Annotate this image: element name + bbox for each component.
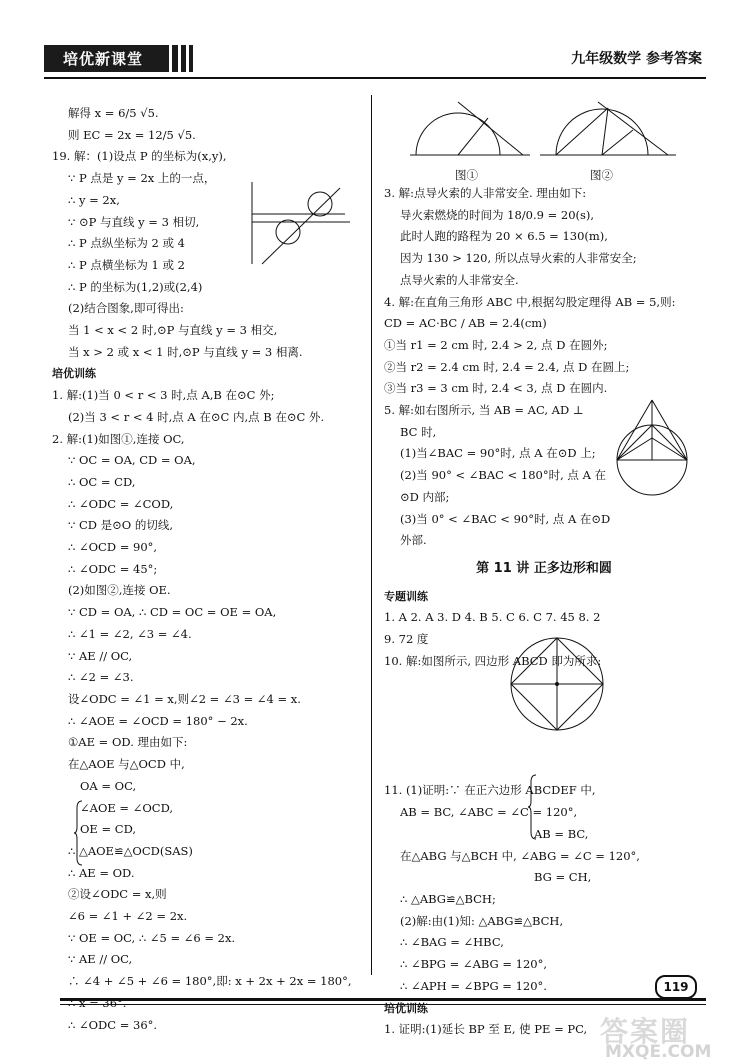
- text-line: ∴ P 的坐标为(1,2)或(2,4): [68, 279, 203, 294]
- text-line: ∴ ∠AOE = ∠OCD = 180° − 2x.: [68, 713, 248, 728]
- text-line: ∵ CD = OA, ∴ CD = OC = OE = OA,: [68, 605, 277, 620]
- coordinate-figure: [240, 180, 358, 270]
- text-line: ①当 r1 = 2 cm 时, 2.4 > 2, 点 D 在圆外;: [384, 337, 608, 352]
- text-line: ②当 r2 = 2.4 cm 时, 2.4 = 2.4, 点 D 在圆上;: [384, 359, 630, 374]
- text-line: ∴ △AOE≌△OCD(SAS): [68, 843, 193, 858]
- text-line: ∵ OC = OA, CD = OA,: [68, 453, 196, 468]
- watermark-url: MXQE.COM: [605, 1042, 712, 1062]
- brace-icon: [528, 774, 538, 840]
- text-line: BC 时,: [400, 424, 437, 439]
- figure-2-caption: 图②: [590, 168, 613, 182]
- text-line: 外部.: [400, 533, 427, 548]
- text-line: 11. (1)证明:∵ 在正六边形 ABCDEF 中,: [384, 783, 596, 798]
- text-line: ∵ ⊙P 与直线 y = 3 相切,: [68, 214, 200, 229]
- text-line: ∴ △ABG≌△BCH;: [400, 891, 496, 906]
- text-line: ∵ P 点是 y = 2x 上的一点，: [68, 171, 216, 186]
- text-line: 4. 解:在直角三角形 ABC 中,根据勾股定理得 AB = 5,则:: [384, 294, 676, 309]
- text-line: 3. 解:点导火索的人非常安全. 理由如下:: [384, 186, 587, 200]
- text-line: 在△ABG 与△BCH 中, ∠ABG = ∠C = 120°,: [400, 848, 640, 863]
- text-line: 因为 130 > 120, 所以点导火索的人非常安全;: [400, 251, 637, 266]
- text-line: ∵ CD 是⊙O 的切线,: [68, 518, 174, 533]
- brace-icon: [74, 800, 84, 866]
- lecture-title: 第 11 讲 正多边形和圆: [476, 560, 612, 576]
- right-column: [384, 183, 704, 1041]
- text-line: (2)当 90° < ∠BAC < 180°时, 点 A 在: [400, 468, 607, 483]
- text-line: ∵ AE // OC,: [68, 952, 133, 967]
- column-divider: [371, 95, 372, 975]
- text-line: ∴ P 点纵坐标为 2 或 4: [68, 236, 185, 251]
- text-line: 设∠ODC = ∠1 = x,则∠2 = ∠3 = ∠4 = x.: [68, 691, 301, 706]
- text-line: 此时人跑的路程为 20 × 6.5 = 130(m),: [400, 229, 608, 244]
- text-line: ①AE = OD. 理由如下:: [68, 735, 188, 750]
- text-line: (3)当 0° < ∠BAC < 90°时, 点 A 在⊙D: [400, 511, 611, 526]
- text-line: 当 1 < x < 2 时,⊙P 与直线 y = 3 相交,: [68, 323, 278, 338]
- section-heading: 专题训练: [384, 589, 428, 603]
- footer-rule-thin: [60, 1004, 706, 1005]
- header-bars: [162, 45, 193, 72]
- text-line: AB = BC, ∠ABC = ∠C = 120°,: [400, 805, 578, 820]
- text-line: 解得 x = 6/5 √5.: [68, 106, 159, 120]
- text-line: (2)解:由(1)知: △ABG≌△BCH,: [400, 913, 564, 928]
- text-line: BG = CH,: [534, 870, 592, 885]
- inscribed-square-figure: [505, 632, 609, 736]
- text-line: ∴ ∠BPG = ∠ABG = 120°,: [400, 957, 548, 972]
- header-badge: 培优新课堂: [44, 45, 162, 72]
- header-title: 九年级数学 参考答案: [571, 51, 702, 67]
- text-line: OA = OC,: [80, 778, 137, 793]
- text-line: (1)当∠BAC = 90°时, 点 A 在⊙D 上;: [400, 446, 596, 461]
- text-line: ③当 r3 = 3 cm 时, 2.4 < 3, 点 D 在圆内.: [384, 381, 608, 396]
- section-heading: 培优训练: [52, 367, 96, 381]
- section-heading: 培优训练: [384, 1001, 428, 1015]
- watermark: 答案圈: [600, 1015, 691, 1048]
- figure-1: [408, 100, 534, 170]
- text-line: 19. 解：(1)设点 P 的坐标为(x,y),: [52, 149, 227, 164]
- text-line: ∴ ∠APH = ∠BPG = 120°.: [400, 978, 547, 993]
- text-line: ∴ ∠OCD = 90°,: [68, 540, 158, 555]
- page-number: 119: [655, 975, 697, 999]
- text-line: OE = CD,: [80, 822, 137, 837]
- text-line: ∠AOE = ∠OCD,: [80, 800, 174, 815]
- text-line: (2)如图②,连接 OE.: [68, 583, 171, 598]
- text-line: 5. 解:如右图所示, 当 AB = AC, AD ⊥: [384, 403, 584, 418]
- text-line: ②设∠ODC = x,则: [68, 887, 167, 902]
- text-line: ∵ AE // OC,: [68, 648, 133, 663]
- text-line: ∴ ∠BAG = ∠HBC,: [400, 935, 504, 950]
- text-line: ∠6 = ∠1 + ∠2 = 2x.: [68, 909, 188, 924]
- text-line: 点导火索的人非常安全.: [400, 272, 519, 287]
- text-line: 当 x > 2 或 x < 1 时,⊙P 与直线 y = 3 相离.: [68, 344, 303, 359]
- text-line: ∴ P 点横坐标为 1 或 2: [68, 257, 185, 272]
- text-line: ∴ ∠ODC = ∠COD,: [68, 496, 174, 511]
- text-line: 1. 解:(1)当 0 < r < 3 时,点 A,B 在⊙C 外;: [52, 388, 275, 403]
- text-line: 10. 解:如图所示, 四边形 ABCD 即为所求:: [384, 653, 602, 668]
- text-line: ∴ AE = OD.: [68, 865, 135, 880]
- text-line: ∴ ∠1 = ∠2, ∠3 = ∠4.: [68, 626, 192, 641]
- text-line: 导火索燃烧的时间为 18/0.9 = 20(s),: [400, 207, 595, 222]
- text-line: AB = BC,: [534, 826, 589, 841]
- header-rule: [44, 77, 706, 79]
- text-line: ∴ ∠2 = ∠3.: [68, 670, 134, 685]
- figure-1-caption: 图①: [455, 168, 478, 182]
- text-line: ∴ x = 36°.: [68, 995, 127, 1010]
- text-line: CD = AC·BC / AB = 2.4(cm): [384, 316, 547, 331]
- text-line: 9. 72 度: [384, 632, 429, 647]
- text-line: ∴ ∠ODC = 45°;: [68, 561, 158, 576]
- text-line: ∵ OE = OC, ∴ ∠5 = ∠6 = 2x.: [68, 930, 236, 945]
- text-line: ∴ ∠4 + ∠5 + ∠6 = 180°,即: x + 2x + 2x = 180°,: [68, 974, 352, 989]
- text-line: (2)结合图象,即可得出:: [68, 301, 184, 316]
- text-line: ⊙D 内部;: [400, 489, 450, 504]
- figure-2: [538, 100, 678, 170]
- triangle-circle-figure: [608, 398, 696, 498]
- text-line: ∴ ∠ODC = 36°.: [68, 1017, 158, 1032]
- text-line: ∴ OC = CD,: [68, 474, 136, 489]
- text-line: 2. 解:(1)如图①,连接 OC,: [52, 431, 185, 446]
- footer-rule: [60, 998, 706, 1001]
- text-line: (2)当 3 < r < 4 时,点 A 在⊙C 内,点 B 在⊙C 外.: [68, 409, 325, 424]
- text-line: 1. 证明:(1)延长 BP 至 E, 使 PE = PC,: [384, 1022, 588, 1037]
- text-line: 则 EC = 2x = 12/5 √5.: [68, 127, 196, 142]
- text-line: 1. A 2. A 3. D 4. B 5. C 6. C 7. 45 8. 2: [384, 610, 601, 625]
- text-line: 在△AOE 与△OCD 中,: [68, 757, 185, 772]
- text-line: ∴ y = 2x,: [68, 192, 120, 207]
